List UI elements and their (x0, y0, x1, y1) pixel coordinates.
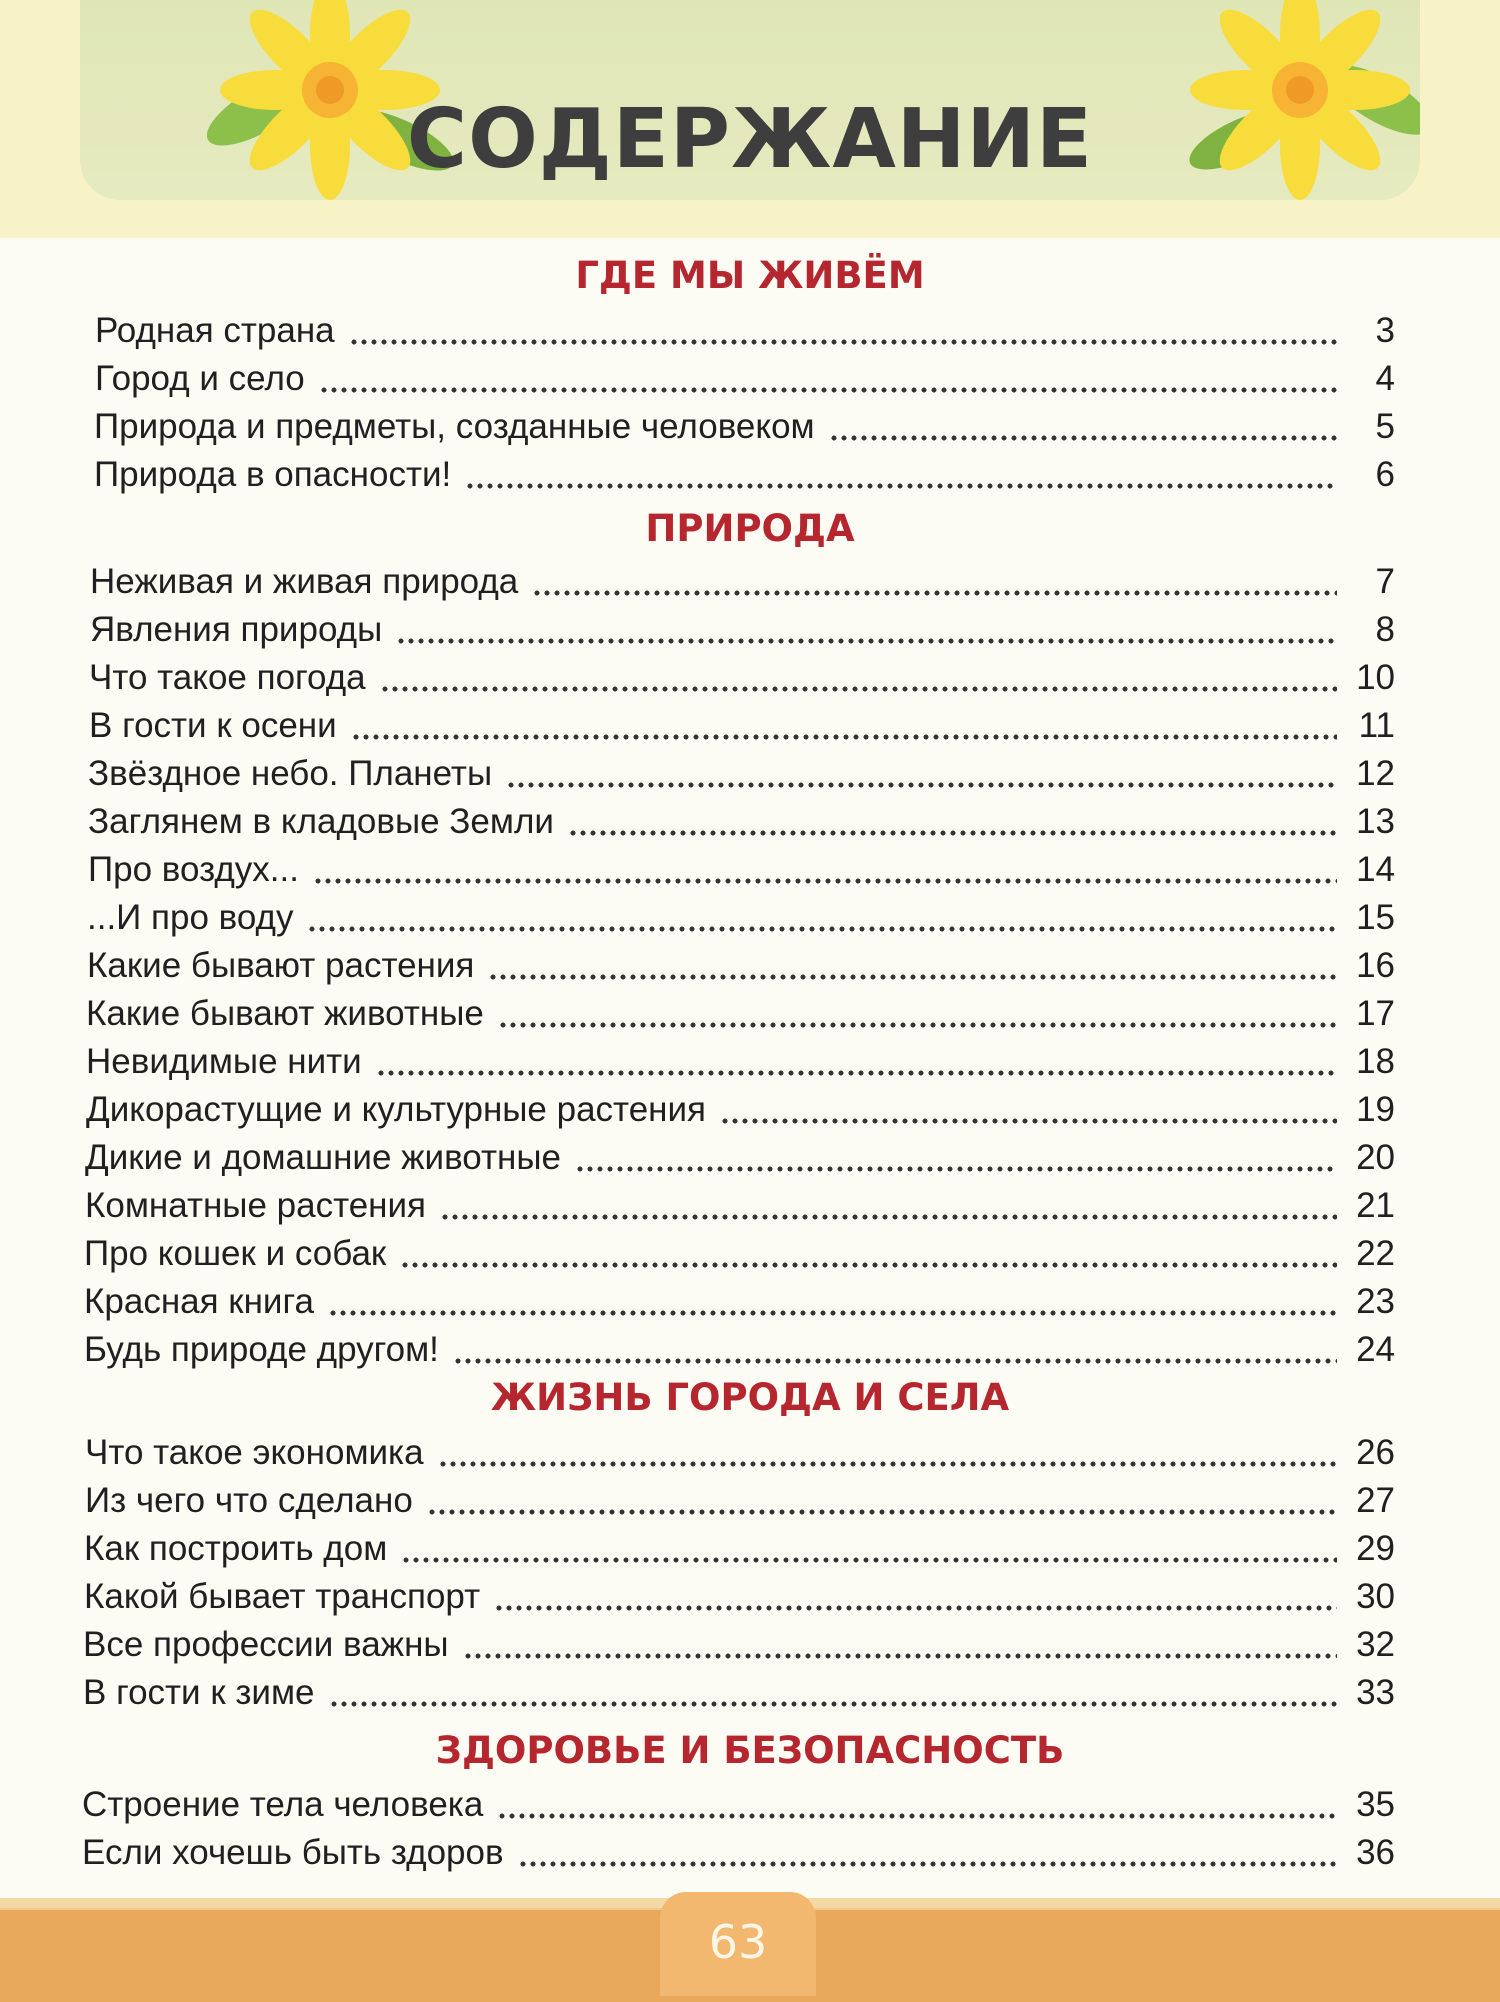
toc-entry-page: 6 (1375, 455, 1395, 494)
toc-entry-title: Что такое экономика (85, 1433, 424, 1472)
toc-entry[interactable] (95, 353, 1395, 399)
toc-entry-page: 14 (1356, 850, 1395, 889)
toc-entry-page: 33 (1356, 1673, 1395, 1712)
section-heading: ЖИЗНЬ ГОРОДА И СЕЛА (490, 1376, 1010, 1419)
toc-entry[interactable] (84, 1571, 1395, 1617)
toc-entry-title: Красная книга (84, 1282, 314, 1321)
section-heading: ГДЕ МЫ ЖИВЁМ (575, 254, 925, 297)
toc-entry-page: 15 (1356, 898, 1395, 937)
toc-entry-page: 29 (1356, 1529, 1395, 1568)
toc-entry-title: Дикие и домашние животные (85, 1138, 561, 1177)
toc-entry-page: 20 (1356, 1138, 1395, 1177)
dot-leader (494, 1605, 1337, 1611)
toc-entry-title: Про кошек и собак (84, 1234, 387, 1273)
dot-leader (720, 1118, 1337, 1124)
toc-entry[interactable] (86, 1084, 1395, 1130)
toc-entry[interactable] (83, 1619, 1395, 1665)
toc-entry[interactable] (82, 1779, 1395, 1825)
toc-entry-title: Звёздное небо. Планеты (88, 754, 493, 793)
toc-entry-title: Город и село (95, 359, 305, 398)
toc-entry-page: 5 (1375, 407, 1395, 446)
toc-entry-title: Невидимые нити (86, 1042, 362, 1081)
toc-entry-page: 11 (1358, 706, 1395, 745)
dot-leader (465, 483, 1337, 489)
dot-leader (506, 782, 1337, 788)
dot-leader (453, 1358, 1337, 1364)
toc-entry-title: Неживая и живая природа (90, 562, 519, 601)
toc-entry[interactable] (87, 940, 1395, 986)
dot-leader (438, 1461, 1337, 1467)
toc-entry-title: Дикорастущие и культурные растения (86, 1090, 706, 1129)
toc-entry-title: В гости к осени (89, 706, 337, 745)
toc-entry[interactable] (82, 1827, 1395, 1873)
toc-entry[interactable] (89, 700, 1395, 746)
toc-entry-page: 3 (1375, 311, 1395, 350)
toc-entry-title: Строение тела человека (82, 1785, 484, 1824)
toc-entry[interactable] (84, 1324, 1395, 1370)
dot-leader (349, 339, 1337, 345)
toc-entry[interactable] (90, 556, 1395, 602)
table-of-contents (0, 238, 1500, 1898)
toc-entry[interactable] (83, 1667, 1395, 1713)
dot-leader (498, 1022, 1337, 1028)
dot-leader (351, 734, 1337, 740)
toc-entry-page: 32 (1356, 1625, 1395, 1664)
toc-entry-title: Заглянем в кладовые Земли (88, 802, 554, 841)
toc-entry-title: Какие бывают животные (86, 994, 484, 1033)
dot-leader (328, 1310, 1337, 1316)
toc-entry[interactable] (95, 305, 1395, 351)
dot-leader (400, 1262, 1337, 1268)
dot-leader (488, 974, 1337, 980)
toc-entry-page: 4 (1375, 359, 1395, 398)
toc-entry-title: Из чего что сделано (85, 1481, 413, 1520)
toc-entry-page: 24 (1356, 1330, 1395, 1369)
toc-entry[interactable] (84, 1276, 1395, 1322)
dot-leader (329, 1701, 1338, 1707)
toc-entry-page: 21 (1356, 1186, 1395, 1225)
toc-entry[interactable] (94, 401, 1395, 447)
toc-entry-page: 17 (1356, 994, 1395, 1033)
toc-entry[interactable] (94, 449, 1395, 495)
toc-entry-title: Какой бывает транспорт (84, 1577, 481, 1616)
dot-leader (376, 1070, 1337, 1076)
toc-entry[interactable] (87, 892, 1395, 938)
dot-leader (532, 590, 1337, 596)
toc-entry-page: 18 (1356, 1042, 1395, 1081)
dot-leader (518, 1861, 1337, 1867)
toc-entry[interactable] (88, 844, 1395, 890)
toc-entry[interactable] (85, 1427, 1395, 1473)
toc-entry-page: 22 (1356, 1234, 1395, 1273)
toc-entry-page: 10 (1356, 658, 1395, 697)
toc-entry[interactable] (86, 1036, 1395, 1082)
toc-entry-page: 13 (1356, 802, 1395, 841)
toc-entry[interactable] (85, 1475, 1395, 1521)
toc-entry-title: Как построить дом (84, 1529, 388, 1568)
toc-entry-page: 23 (1356, 1282, 1395, 1321)
toc-entry-title: Про воздух... (88, 850, 299, 889)
dot-leader (440, 1214, 1337, 1220)
toc-entry-page: 36 (1356, 1833, 1395, 1872)
toc-entry-page: 16 (1356, 946, 1395, 985)
section-heading: ЗДОРОВЬЕ И БЕЗОПАСНОСТЬ (435, 1729, 1065, 1772)
toc-entry[interactable] (84, 1523, 1395, 1569)
toc-entry[interactable] (85, 1132, 1395, 1178)
toc-entry-title: Явления природы (90, 610, 383, 649)
toc-entry-title: ...И про воду (87, 898, 294, 937)
toc-entry[interactable] (88, 748, 1395, 794)
toc-entry[interactable] (89, 652, 1395, 698)
toc-entry[interactable] (90, 604, 1395, 650)
toc-entry-title: Что такое погода (89, 658, 366, 697)
dot-leader (829, 435, 1337, 441)
toc-entry-title: Родная страна (95, 311, 335, 350)
dot-leader (497, 1813, 1337, 1819)
toc-entry-title: Комнатные растения (85, 1186, 427, 1225)
dot-leader (427, 1509, 1337, 1515)
dot-leader (307, 926, 1337, 932)
dot-leader (575, 1166, 1337, 1172)
toc-entry-title: Какие бывают растения (87, 946, 475, 985)
toc-entry-title: Будь природе другом! (84, 1330, 439, 1369)
page-number: 63 (660, 1892, 816, 1996)
toc-entry-page: 7 (1375, 562, 1395, 601)
section-heading: ПРИРОДА (645, 507, 855, 550)
toc-entry-page: 30 (1356, 1577, 1395, 1616)
toc-entry[interactable] (86, 988, 1395, 1034)
dot-leader (463, 1653, 1337, 1659)
toc-entry[interactable] (88, 796, 1395, 842)
toc-entry-title: В гости к зиме (83, 1673, 315, 1712)
dot-leader (313, 878, 1337, 884)
toc-entry-title: Все профессии важны (83, 1625, 449, 1664)
dot-leader (380, 686, 1337, 692)
toc-entry-page: 19 (1356, 1090, 1395, 1129)
toc-entry-title: Если хочешь быть здоров (82, 1833, 504, 1872)
dot-leader (319, 387, 1337, 393)
dot-leader (401, 1557, 1337, 1563)
toc-entry-title: Природа в опасности! (94, 455, 452, 494)
toc-entry[interactable] (85, 1180, 1395, 1226)
toc-entry-title: Природа и предметы, созданные человеком (94, 407, 815, 446)
dot-leader (396, 638, 1337, 644)
toc-entry-page: 8 (1375, 610, 1395, 649)
toc-entry-page: 26 (1356, 1433, 1395, 1472)
toc-entry-page: 27 (1356, 1481, 1395, 1520)
toc-entry[interactable] (84, 1228, 1395, 1274)
toc-entry-page: 35 (1356, 1785, 1395, 1824)
toc-entry-page: 12 (1356, 754, 1395, 793)
page-title: СОДЕРЖАНИЕ (406, 92, 1094, 187)
dot-leader (568, 830, 1337, 836)
